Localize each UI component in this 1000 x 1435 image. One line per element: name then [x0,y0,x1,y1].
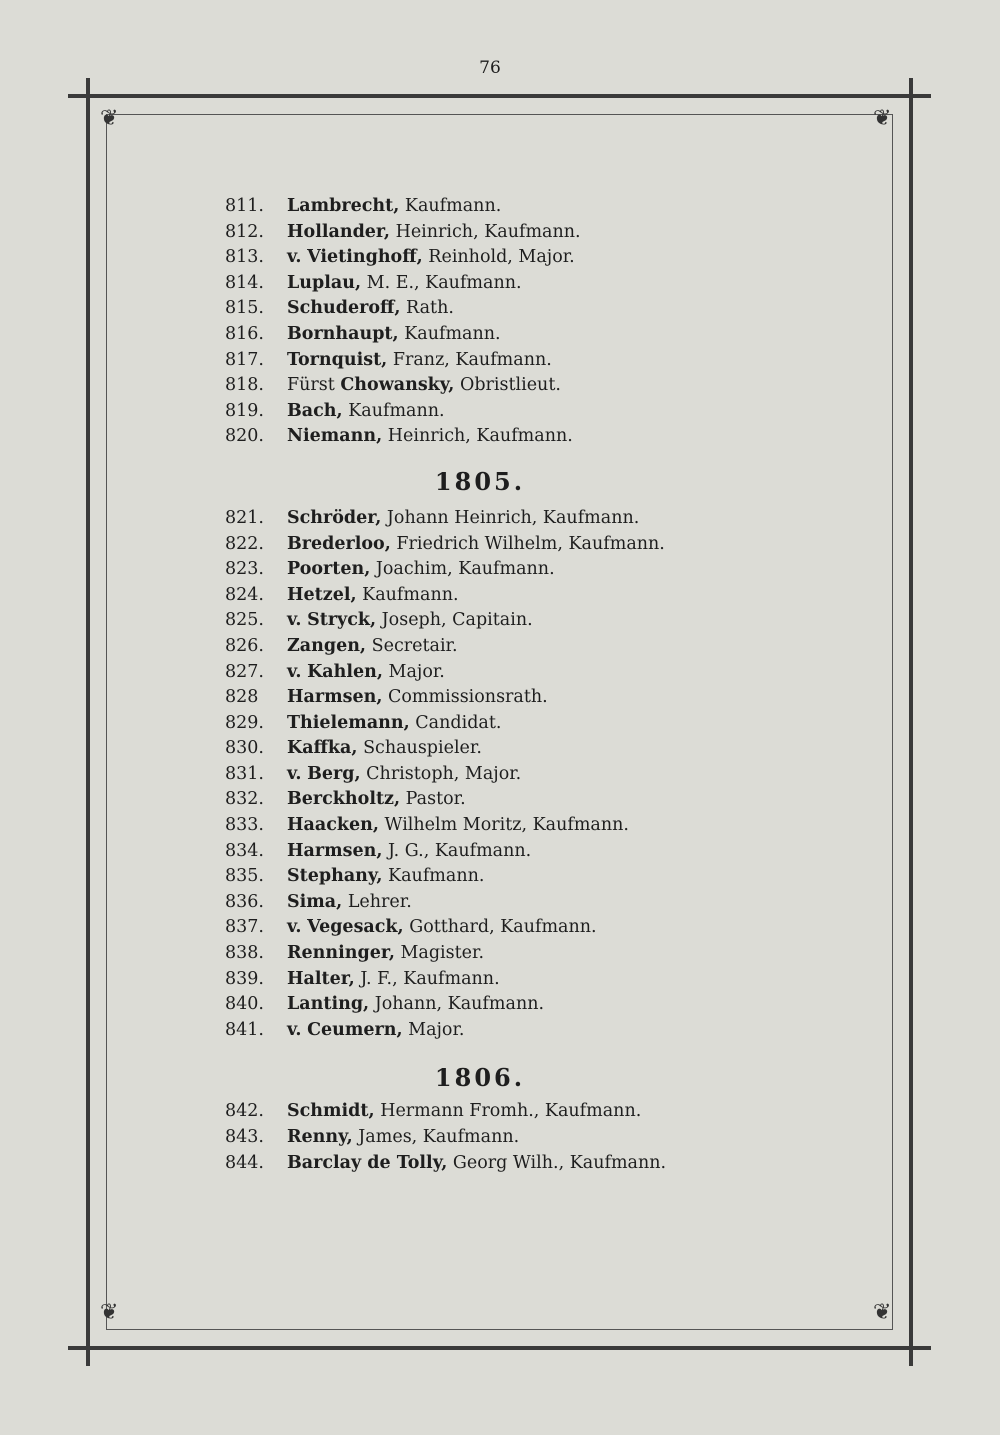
entry-number: 835. [225,866,264,887]
entry-surname: Thielemann, [287,712,410,733]
entry-details: Wilhelm Moritz, Kaufmann. [384,815,629,836]
entry-details: Joseph, Capitain. [381,610,533,631]
entry-number: 812. [225,221,264,242]
entry-surname: Halter, [287,968,355,989]
entry-number: 819. [225,400,264,421]
entry-number: 815. [225,298,264,319]
list-item [225,1125,845,1151]
entry-prefix: v. [287,247,302,268]
entry-number: 841. [225,1019,264,1040]
entry-surname: Tornquist, [287,349,388,370]
entry-details: Franz, Kaufmann. [392,349,552,370]
entry-details: Friedrich Wilhelm, Kaufmann. [396,533,665,554]
frame-extension-right-top [909,78,913,96]
frame-extension-left-top [86,78,90,96]
entry-details: Georg Wilh., Kaufmann. [452,1152,667,1173]
entry-number: 837. [225,917,264,938]
entry-number: 838. [225,943,264,964]
entry-details: Candidat. [415,712,502,733]
entry-number: 813. [225,247,264,268]
entry-prefix: v. [287,917,302,938]
list-item [225,583,845,609]
list-item [225,839,845,865]
entry-surname: Harmsen, [287,687,383,708]
list-item [225,941,845,967]
entry-details: J. G., Kaufmann. [388,840,532,861]
entry-number: 831. [225,763,264,784]
entry-surname: Vietinghoff, [307,247,423,268]
entry-prefix: v. [287,763,302,784]
list-item [225,915,845,941]
frame-extension-top-left [68,94,88,98]
list-item [225,1151,845,1177]
entry-surname: Kaffka, [287,738,358,759]
corner-ornament-icon: ❦ [873,1300,892,1325]
entry-number: 826. [225,635,264,656]
entry-number: 827. [225,661,264,682]
entry-surname: Niemann, [287,426,383,447]
entry-details: Heinrich, Kaufmann. [395,221,581,242]
corner-ornament-icon: ❦ [873,106,892,131]
entry-number: 842. [225,1101,264,1122]
entry-details: Johann, Kaufmann. [374,994,545,1015]
frame-extension-top-right [911,94,931,98]
entry-number: 823. [225,559,264,580]
page-number: 76 [479,58,501,78]
list-item [225,557,845,583]
list-item [225,634,845,660]
list-item [225,220,845,246]
list-item [225,506,845,532]
entry-details: Schauspieler. [363,738,482,759]
entry-details: Johann Heinrich, Kaufmann. [386,507,640,528]
frame-extension-bottom-right [911,1346,931,1350]
entry-surname: Stryck, [307,610,377,631]
year-heading: 1806. [434,1063,526,1093]
entry-number: 829. [225,712,264,733]
list-item [225,813,845,839]
list-item [225,967,845,993]
list-item [225,762,845,788]
list-item [225,296,845,322]
entry-number: 830. [225,738,264,759]
entry-number: 824. [225,584,264,605]
entry-details: Heinrich, Kaufmann. [387,426,573,447]
entry-surname: Renny, [287,1127,353,1147]
entry-number: 834. [225,840,264,861]
entry-details: Major. [388,661,445,682]
entry-details: Kaufmann. [388,866,485,887]
list-item [225,271,845,297]
entry-details: Obristlieut. [459,375,561,396]
entry-surname: Lambrecht, [287,196,400,216]
entry-details: Lehrer. [347,891,412,912]
list-item [225,348,845,374]
entry-surname: Luplau, [287,272,362,293]
entry-surname: Hollander, [287,221,390,242]
entry-details: Major. [408,1019,465,1040]
list-item [225,1099,845,1125]
entry-number: 828 [225,687,259,708]
entry-details: J. F., Kaufmann. [360,968,500,989]
list-item [225,787,845,813]
entry-details: Reinhold, Major. [428,247,575,268]
entry-details: M. E., Kaufmann. [366,272,522,293]
entry-number: 821. [225,507,264,528]
entry-number: 836. [225,891,264,912]
list-item [225,373,845,399]
frame-extension-left-bottom [86,1348,90,1366]
entry-details: Magister. [400,943,485,964]
entry-surname: Schmidt, [287,1101,375,1122]
entry-number: 811. [225,196,264,216]
list-item [225,608,845,634]
list-item [225,245,845,271]
entry-surname: Sima, [287,891,343,912]
entry-surname: Lanting, [287,994,370,1015]
entry-surname: Renninger, [287,943,395,964]
entry-surname: Kahlen, [307,661,383,682]
list-item [225,1018,845,1044]
entry-surname: Zangen, [287,635,367,656]
entry-details: Secretair. [371,635,458,656]
entry-surname: Ceumern, [307,1019,403,1040]
corner-ornament-icon: ❦ [100,1300,119,1325]
entry-number: 820. [225,426,264,447]
entry-number: 822. [225,533,264,554]
entry-surname: Haacken, [287,815,379,836]
list-item [225,194,845,220]
entry-surname: Berg, [307,763,361,784]
entry-details: Hermann Fromh., Kaufmann. [380,1101,642,1122]
entry-surname: Harmsen, [287,840,383,861]
list-item [225,660,845,686]
entry-number: 832. [225,789,264,810]
list-item [225,322,845,348]
entry-surname: Schröder, [287,507,382,528]
entry-details: Christoph, Major. [366,763,522,784]
entry-number: 816. [225,323,264,344]
entry-surname: Berckholtz, [287,789,401,810]
list-item [225,864,845,890]
entry-surname: Chowansky, [340,375,455,396]
entry-surname: Hetzel, [287,584,357,605]
entry-details: Kaufmann. [362,584,459,605]
entry-surname: Vegesack, [307,917,404,938]
year-heading: 1805. [434,466,526,496]
list-item [225,711,845,737]
list-item [225,532,845,558]
list-item [225,685,845,711]
entry-details: Rath. [406,298,454,319]
corner-ornament-icon: ❦ [100,106,119,131]
entry-surname: Brederloo, [287,533,391,554]
list-item [225,424,845,450]
entry-number: 817. [225,349,264,370]
entry-surname: Bornhaupt, [287,323,399,344]
entry-details: Gotthard, Kaufmann. [409,917,597,938]
entry-number: 825. [225,610,264,631]
entry-details: Kaufmann. [348,400,445,421]
frame-extension-right-bottom [909,1348,913,1366]
entry-number: 844. [225,1152,264,1173]
list-item [225,992,845,1018]
entry-details: Joachim, Kaufmann. [375,559,555,580]
entry-number: 814. [225,272,264,293]
entry-details: James, Kaufmann. [358,1127,520,1147]
entry-number: 843. [225,1127,264,1147]
entry-number: 833. [225,815,264,836]
entry-title: Fürst [287,375,335,396]
entry-surname: Stephany, [287,866,383,887]
entry-details: Kaufmann. [404,323,501,344]
list-item [225,890,845,916]
entry-prefix: v. [287,661,302,682]
entry-number: 818. [225,375,264,396]
entry-prefix: v. [287,610,302,631]
entry-surname: Poorten, [287,559,371,580]
entry-prefix: v. [287,1019,302,1040]
entry-surname: Schuderoff, [287,298,401,319]
frame-extension-bottom-left [68,1346,88,1350]
list-item [225,736,845,762]
entry-surname: Barclay de Tolly, [287,1152,448,1173]
entry-details: Kaufmann. [404,196,502,216]
entry-surname: Bach, [287,400,343,421]
entry-number: 840. [225,994,264,1015]
entry-details: Commissionsrath. [388,687,548,708]
entry-number: 839. [225,968,264,989]
entry-details: Pastor. [405,789,466,810]
member-list [225,194,845,1176]
list-item [225,399,845,425]
